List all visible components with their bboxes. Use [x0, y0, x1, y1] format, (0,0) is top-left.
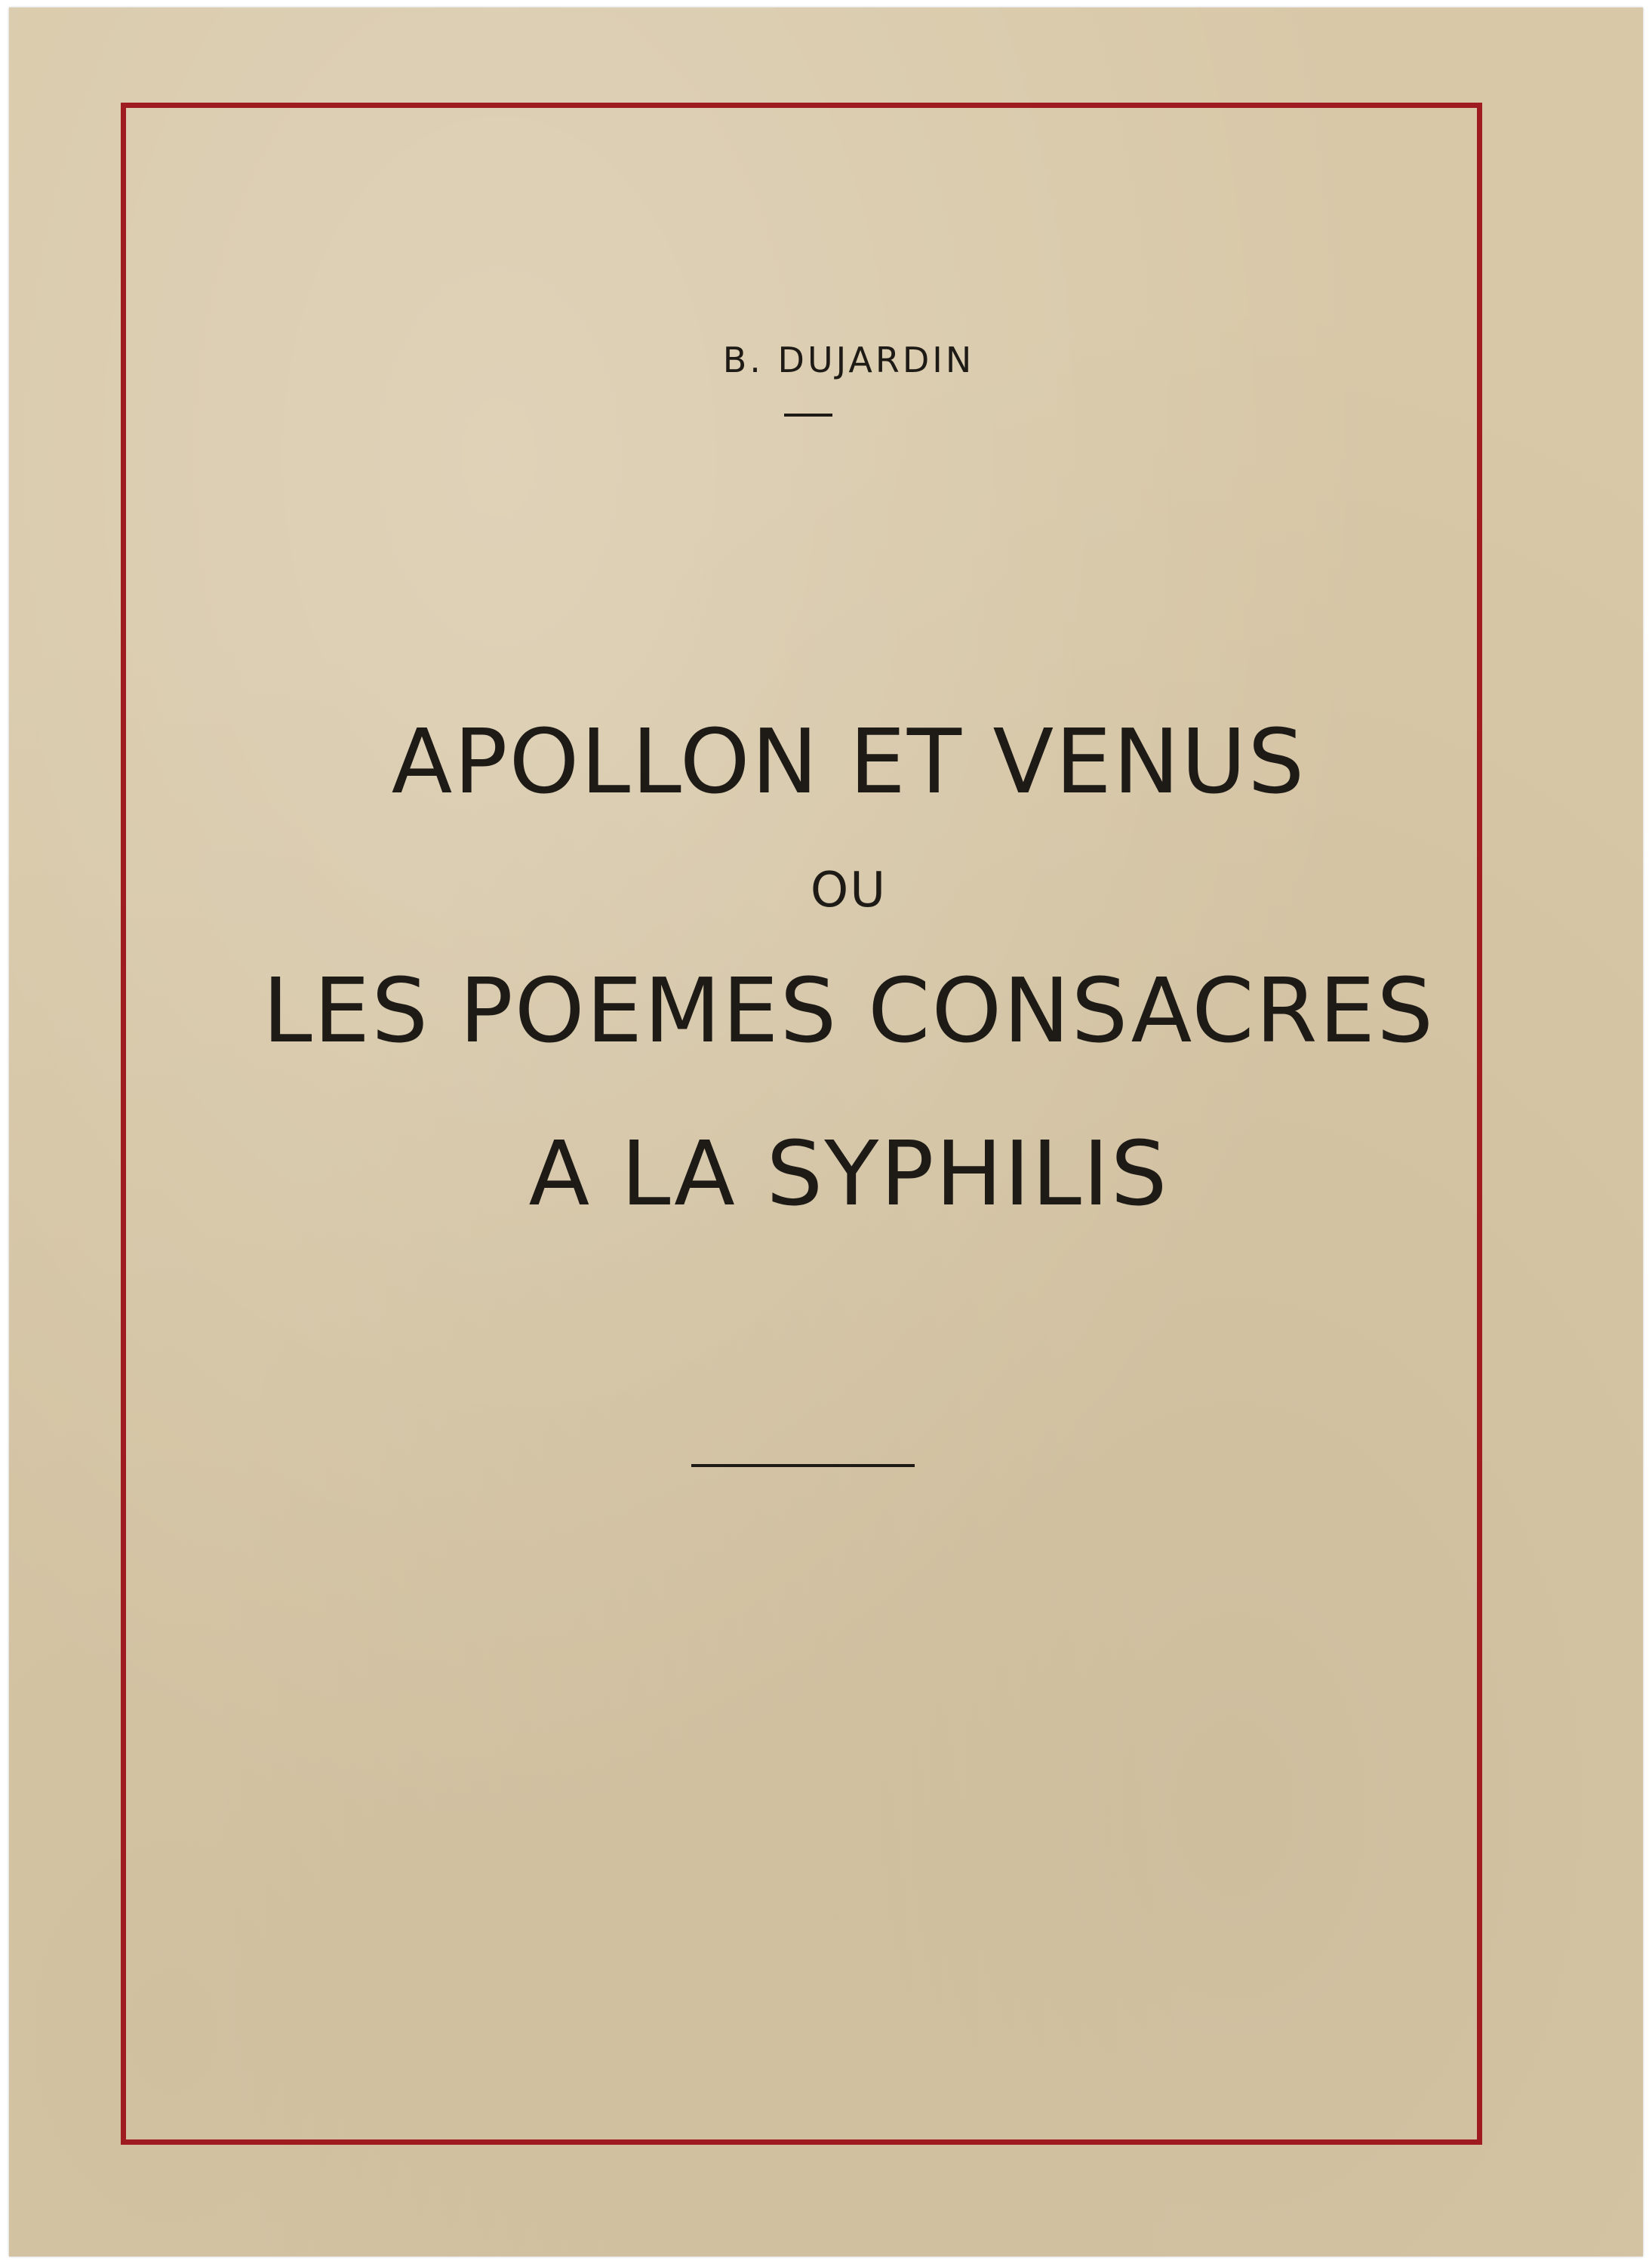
title-line-2: OU	[810, 863, 888, 918]
title-line-3: LES POEMES CONSACRES	[262, 958, 1435, 1063]
author-dash-divider	[784, 414, 832, 417]
author-name: B. DUJARDIN	[722, 340, 975, 380]
horizontal-rule	[691, 1464, 915, 1467]
title-line-1: APOLLON ET VENUS	[391, 709, 1306, 814]
title-line-4: A LA SYPHILIS	[528, 1121, 1169, 1226]
book-cover	[9, 8, 1643, 2256]
